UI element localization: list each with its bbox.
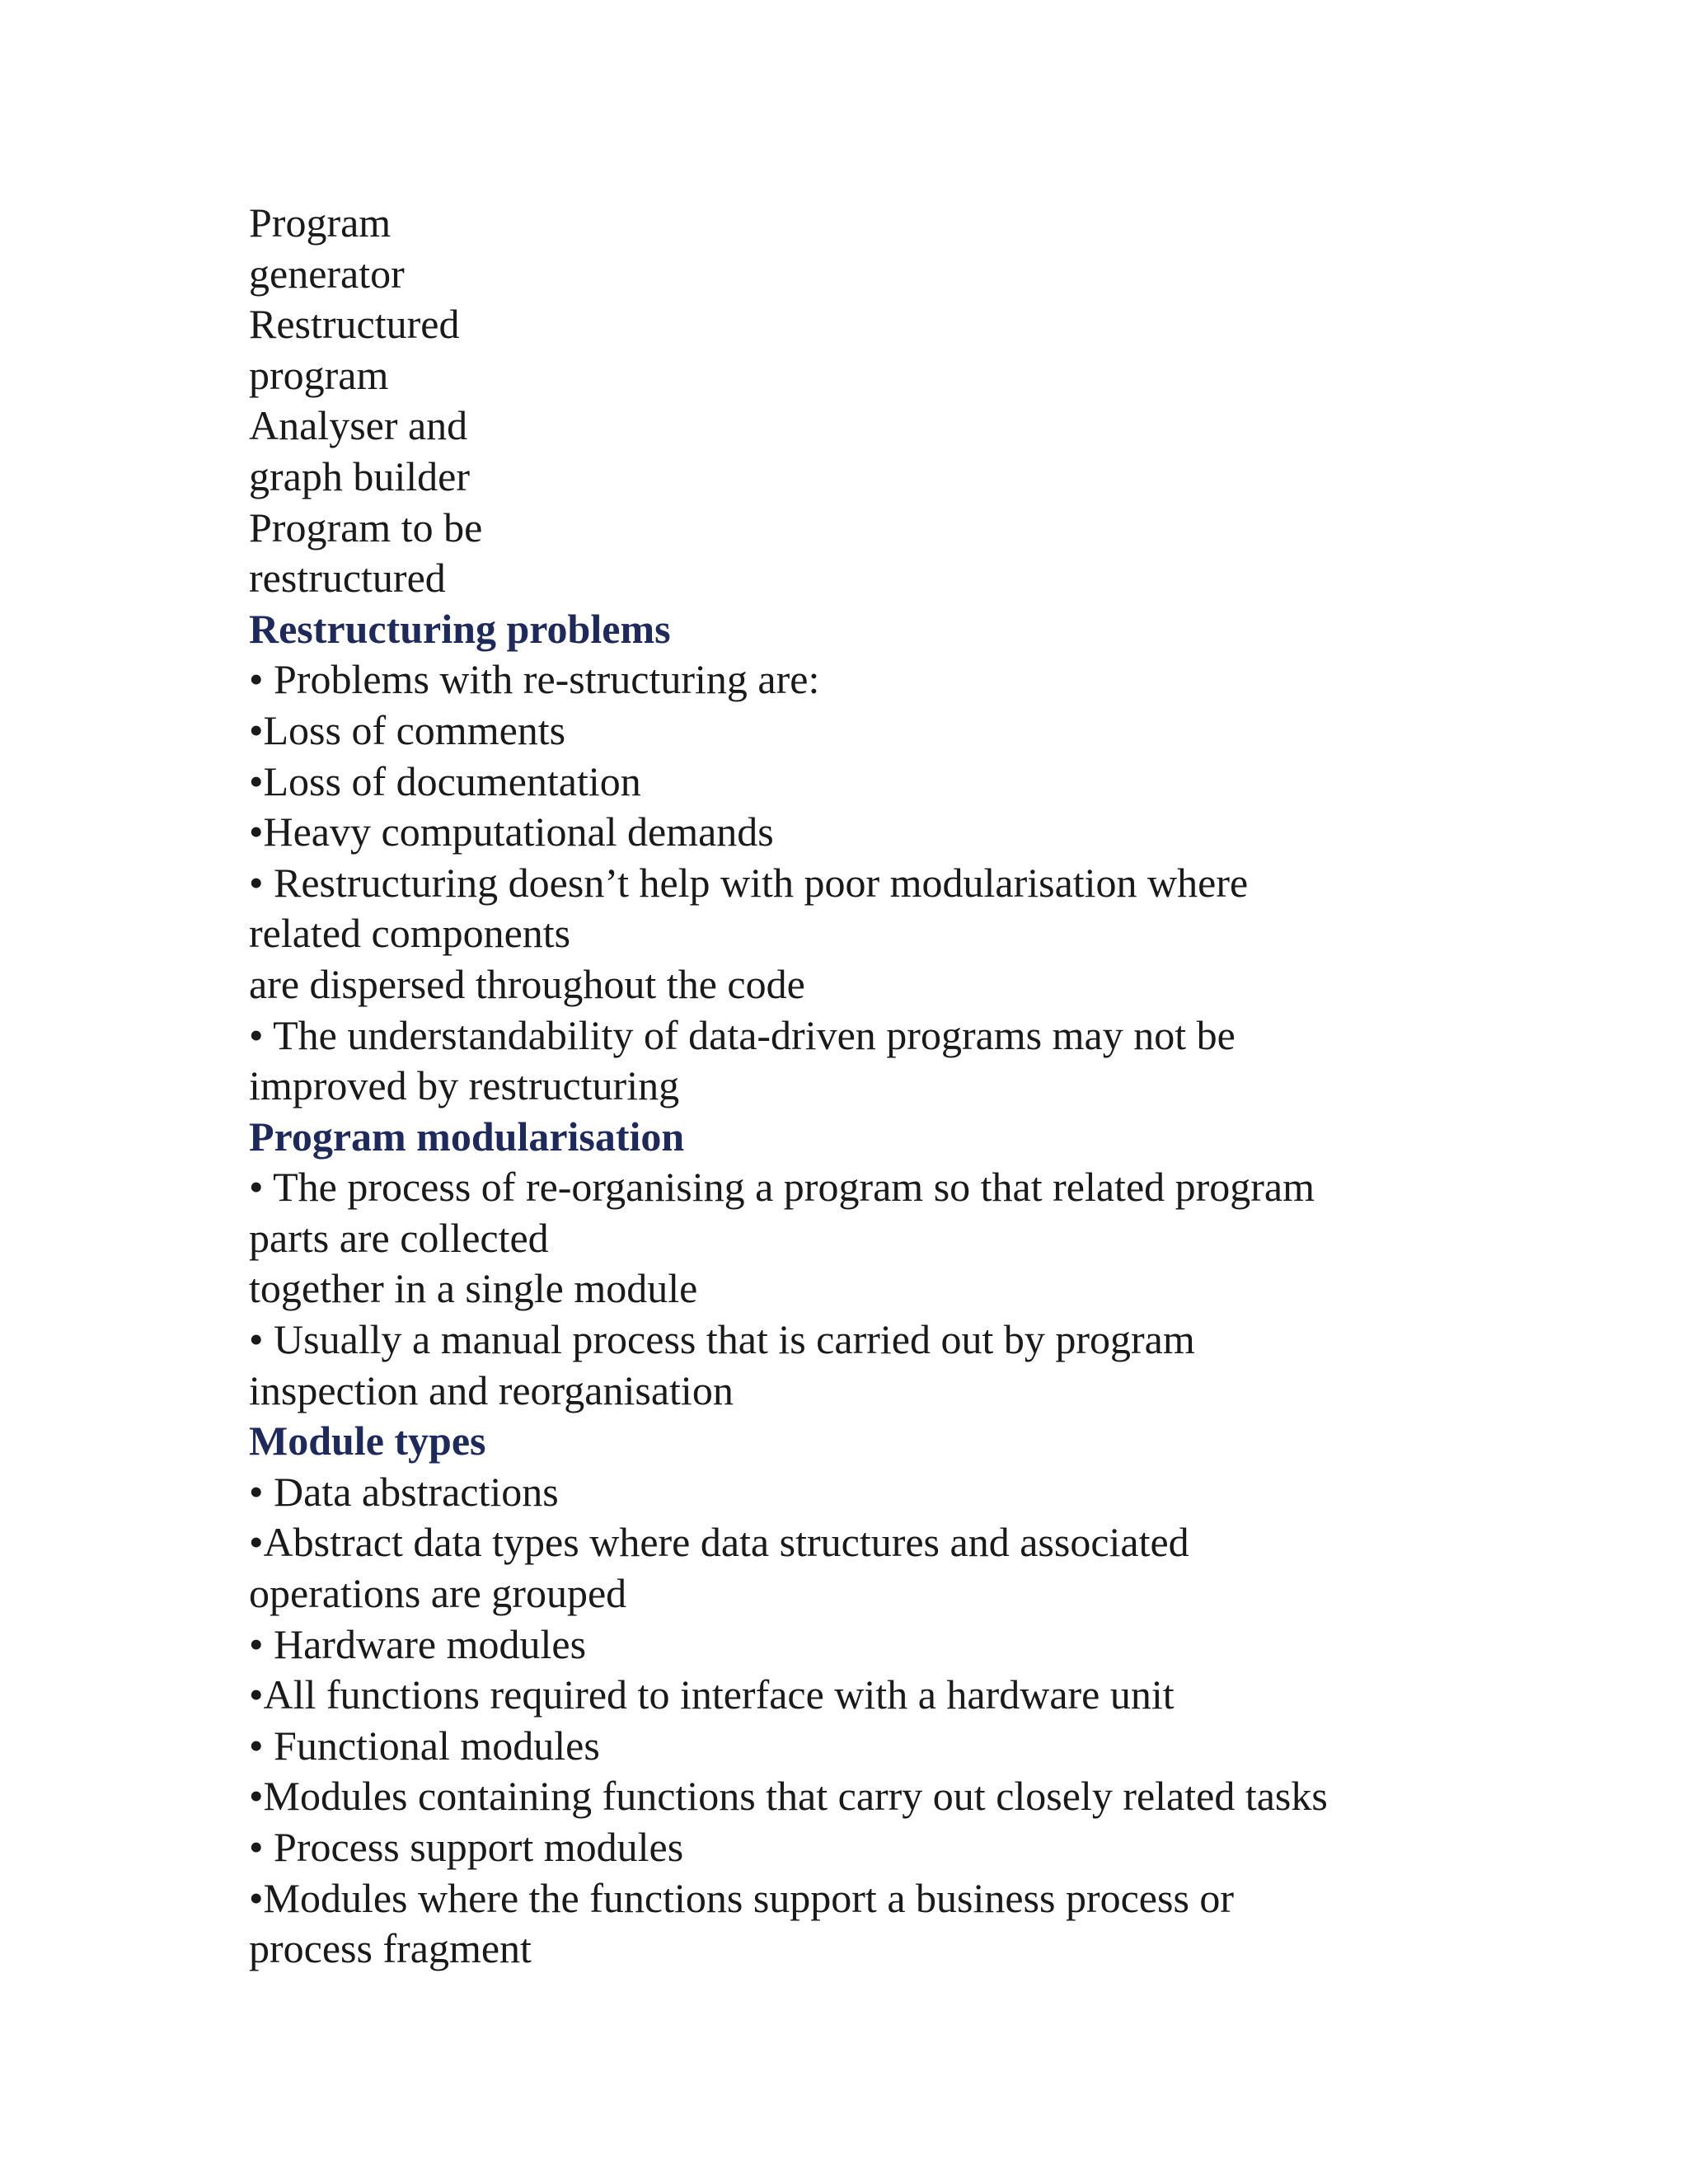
text-line: •Modules containing functions that carry out closely related tasks <box>249 1773 1328 1820</box>
text-line: • Restructuring doesn’t help with poor modularisation where <box>249 859 1249 906</box>
text-line: •Heavy computational demands <box>249 808 774 855</box>
text-line: operations are grouped <box>249 1570 627 1617</box>
text-line: • Data abstractions <box>249 1468 559 1515</box>
text-line: Analyser and <box>249 402 468 449</box>
text-line: process fragment <box>249 1925 532 1972</box>
text-line: inspection and reorganisation <box>249 1366 734 1413</box>
text-line: •Modules where the functions support a business process or <box>249 1874 1235 1921</box>
text-line: parts are collected <box>249 1214 549 1261</box>
text-line: improved by restructuring <box>249 1062 680 1109</box>
text-line: together in a single module <box>249 1265 698 1312</box>
text-line: • Problems with re-structuring are: <box>249 656 820 703</box>
text-line: Restructured <box>249 301 460 348</box>
text-line: •Loss of comments <box>249 706 566 753</box>
text-line: are dispersed throughout the code <box>249 960 805 1007</box>
text-line: • The understandability of data-driven programs may not be <box>249 1011 1236 1058</box>
text-line: • The process of re-organising a program so that related program <box>249 1164 1315 1211</box>
text-line: •Abstract data types where data structures and associated <box>249 1519 1189 1566</box>
text-line: • Hardware modules <box>249 1620 587 1667</box>
text-line: program <box>249 351 389 398</box>
text-line: Program <box>249 199 392 246</box>
text-line: • Process support modules <box>249 1824 684 1870</box>
text-line: graph builder <box>249 452 470 499</box>
text-line: restructured <box>249 555 446 602</box>
text-line: related components <box>249 910 571 957</box>
text-line: •All functions required to interface with a hardware unit <box>249 1671 1175 1718</box>
section-heading: Module types <box>249 1418 486 1465</box>
text-line: • Functional modules <box>249 1722 600 1769</box>
section-heading: Restructuring problems <box>249 605 671 652</box>
document-page <box>249 198 1485 1975</box>
section-heading: Program modularisation <box>249 1113 685 1160</box>
text-line: • Usually a manual process that is carried out by program <box>249 1316 1195 1363</box>
text-line: generator <box>249 250 405 297</box>
text-line: •Loss of documentation <box>249 757 641 804</box>
text-line: Program to be <box>249 504 483 551</box>
